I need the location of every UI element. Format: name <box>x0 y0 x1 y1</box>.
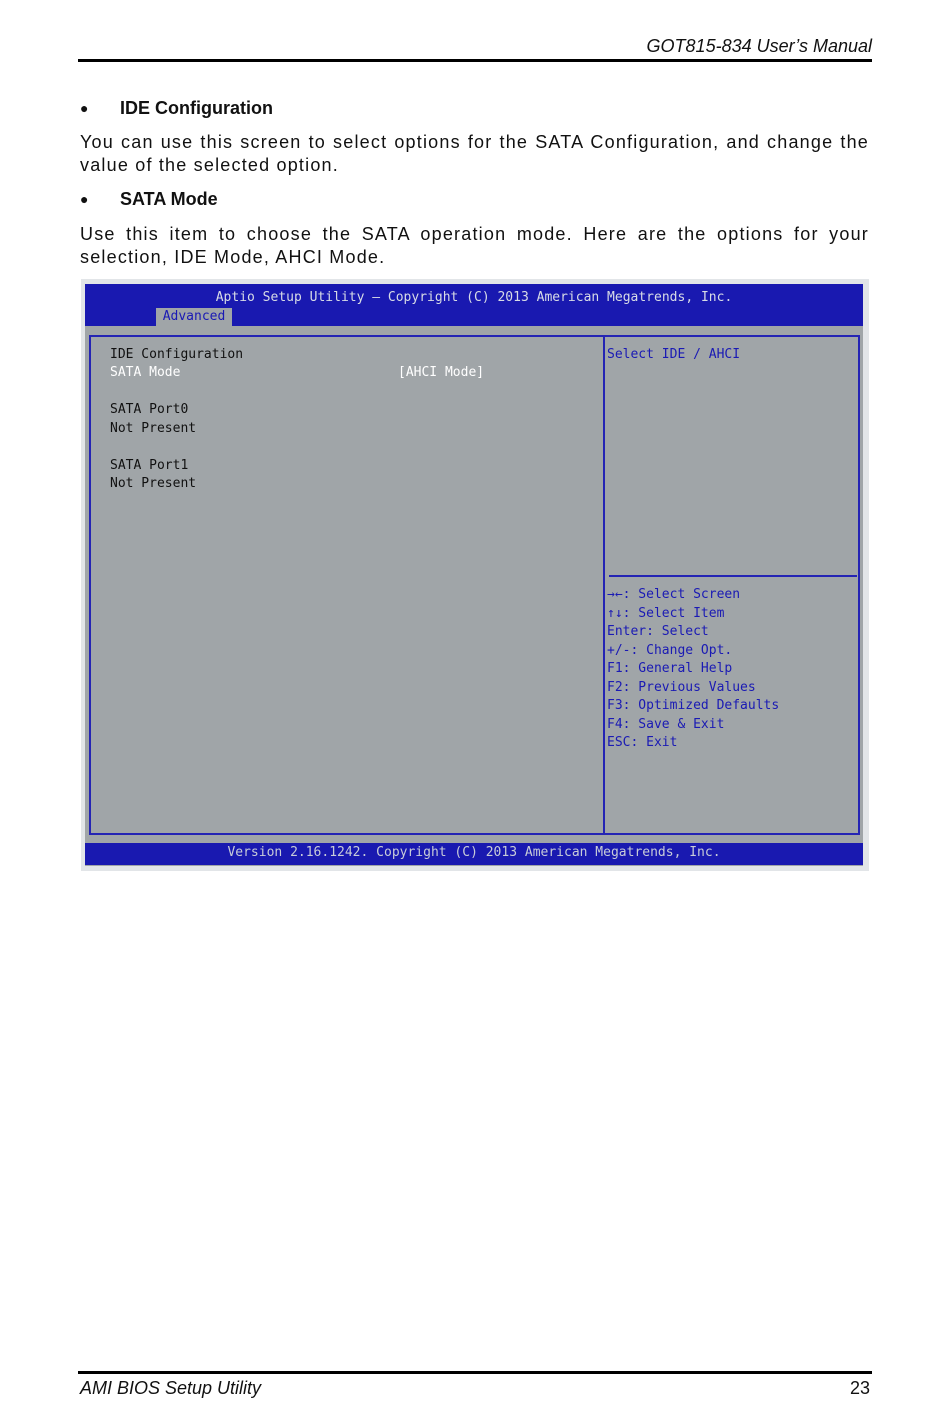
section-body-ide-configuration: You can use this screen to select options for the SATA Configuration, and change the value of the selected option. <box>80 132 869 175</box>
key-hint-previous-values: F2: Previous Values <box>607 680 756 695</box>
key-hint-change-opt: +/-: Change Opt. <box>607 643 733 658</box>
sata-mode-item[interactable]: SATA Mode <box>110 365 181 380</box>
sata-port1-label: SATA Port1 <box>110 458 189 473</box>
sata-port1-status: Not Present <box>110 476 197 491</box>
bios-help-text: Select IDE / AHCI <box>607 347 741 362</box>
key-hint-exit: ESC: Exit <box>607 735 678 750</box>
section-body-sata-mode: Use this item to choose the SATA operation mode. Here are the options for your selection, IDE Mode, AHCI Mode. <box>80 224 869 267</box>
section-heading-label: IDE Configuration <box>120 98 273 118</box>
section-heading-label: SATA Mode <box>120 189 218 209</box>
key-hint-select-screen: →←: Select Screen <box>607 587 741 602</box>
manual-title: GOT815-834 User’s Manual <box>646 36 872 56</box>
footer-rule <box>78 1371 872 1374</box>
key-hint-general-help: F1: General Help <box>607 661 733 676</box>
bios-version-footer: Version 2.16.1242. Copyright (C) 2013 American Megatrends, Inc. <box>227 845 721 860</box>
sata-mode-value[interactable]: [AHCI Mode] <box>398 365 485 380</box>
bios-screen <box>85 284 863 866</box>
page-number: 23 <box>849 1378 870 1398</box>
bios-section-title: IDE Configuration <box>110 347 244 362</box>
bios-title: Aptio Setup Utility – Copyright (C) 2013 American Megatrends, Inc. <box>215 290 733 305</box>
bios-screenshot <box>81 279 869 871</box>
bios-title-bar <box>85 284 863 326</box>
bios-footer-bar <box>85 843 863 865</box>
bullet-icon: ● <box>80 191 89 207</box>
bios-panel-divider <box>603 337 605 833</box>
key-hint-select-item: ↑↓: Select Item <box>607 606 725 621</box>
sata-port0-status: Not Present <box>110 421 197 436</box>
key-hint-enter: Enter: Select <box>607 624 709 639</box>
bios-main-frame <box>89 335 860 835</box>
header-rule <box>78 59 872 62</box>
bios-help-divider <box>609 575 857 577</box>
chapter-title: AMI BIOS Setup Utility <box>80 1378 262 1398</box>
key-hint-save-exit: F4: Save & Exit <box>607 717 725 732</box>
bullet-icon: ● <box>80 100 89 116</box>
key-hint-optimized-defaults: F3: Optimized Defaults <box>607 698 780 713</box>
tab-advanced[interactable]: Advanced <box>156 308 232 326</box>
sata-port0-label: SATA Port0 <box>110 402 189 417</box>
